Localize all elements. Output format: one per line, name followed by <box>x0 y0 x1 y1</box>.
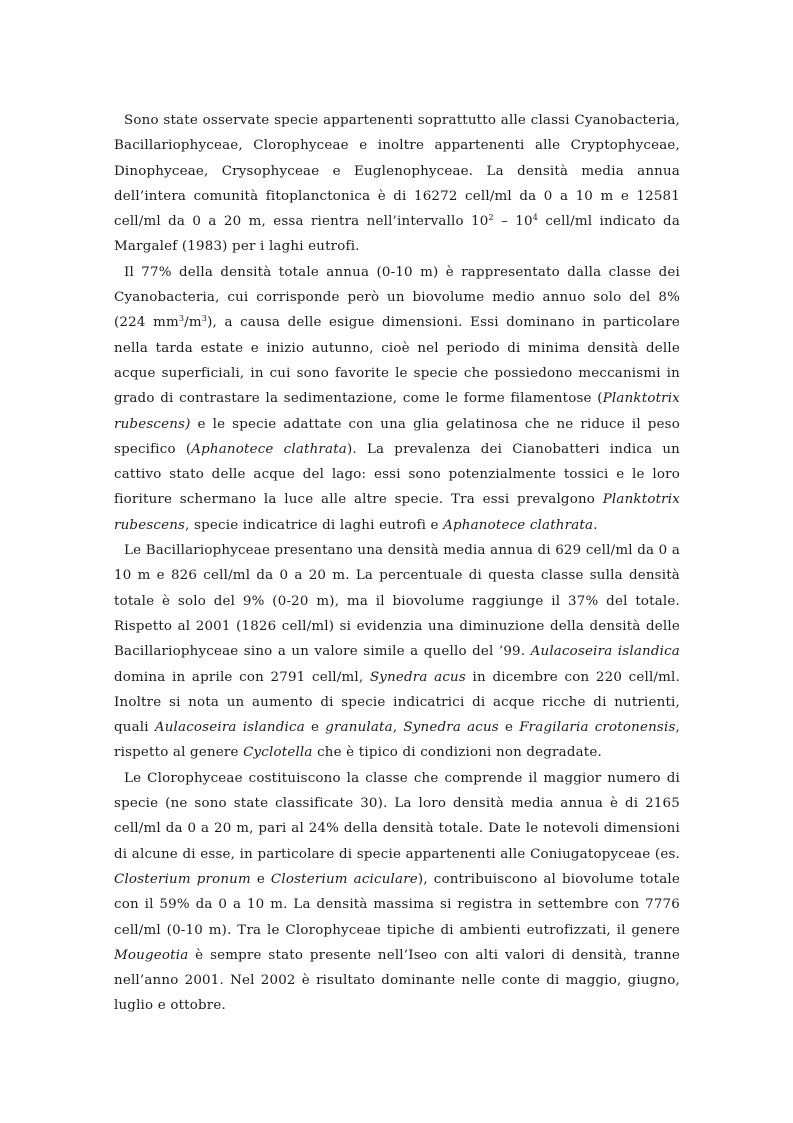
paragraph-3: Le Bacillariophyceae presentano una densità media annua di 629 cell/ml da 0 a 10 m e 826 cell/ml da 0 a 20 m. La percentuale di questa classe sulla densità totale è solo del 9% (0-20 m), ma il biovolume raggiunge il 37% del totale. Rispetto al 2001 (1826 cell/ml) si evidenzia una diminuzione della densità delle Bacillariophyceae sino a un valore simile a quello del ’99. Aulacoseira islandica domina in aprile con 2791 cell/ml, Synedra acus in dicembre con 220 cell/ml. Inoltre si nota un aumento di specie indicatrici di acque ricche di nutrienti, quali Aulacoseira islandica e granulata, Synedra acus e Fragilaria crotonensis, rispetto al genere Cyclotella che è tipico di condizioni non degradate. <box>114 543 681 761</box>
document-body <box>114 108 680 1019</box>
paragraph-1: Sono state osservate specie appartenenti soprattutto alle classi Cyanobacteria, Bacillariophyceae, Clorophyceae e inoltre appartenenti alle Cryptophyceae, Dinophyceae, Crysophyceae e Euglenophyceae. La densità media annua dell’intera comunità fitoplanctonica è di 16272 cell/ml da 0 a 10 m e 12581 cell/ml da 0 a 20 m, essa rientra nell’intervallo $10^2 - 10^4$ cell/ml indicato da Margalef (1983) per i laghi eutrofi. <box>114 113 681 255</box>
paragraph-4: Le Clorophyceae costituiscono la classe che comprende il maggior numero di specie (ne sono state classificate 30). La loro densità media annua è di 2165 cell/ml da 0 a 20 m, pari al 24% della densità totale. Date le notevoli dimensioni di alcune di esse, in particolare di specie appartenenti alle Coniugatopyceae (es. Closterium pronum e Closterium aciculare), contribuiscono al biovolume totale con il 59% da 0 a 10 m. La densità massima si registra in settembre con 7776 cell/ml (0-10 m). Tra le Clorophyceae tipiche di ambienti eutrofizzati, il genere Mougeotia è sempre stato presente nell’Iseo con alti valori di densità, tranne nell’anno 2001. Nel 2002 è risultato dominante nelle conte di maggio, giugno, luglio e ottobre. <box>114 770 680 1014</box>
paragraph-2: Il 77% della densità totale annua (0-10 m) è rappresentato dalla classe dei Cyanobacteria, cui corrisponde però un biovolume medio annuo solo del 8% (224 $mm^3/m^3$), a causa delle esigue dimensioni. Essi dominano in particolare nella tarda estate e inizio autunno, cioè nel periodo di minima densità delle acque superficiali, in cui sono favorite le specie che possiedono meccanismi in grado di contrastare la sedimentazione, come le forme filamentose (Planktotrix rubescens) e le specie adattate con una glia gelatinosa che ne riduce il peso specifico (Aphanotece clathrata). La prevalenza dei Cianobatteri indica un cattivo stato delle acque del lago: essi sono potenzialmente tossici e le loro fioriture schermano la luce alle altre specie. Tra essi prevalgono Planktotrix rubescens, specie indicatrice di laghi eutrofi e Aphanotece clathrata. <box>114 264 680 533</box>
